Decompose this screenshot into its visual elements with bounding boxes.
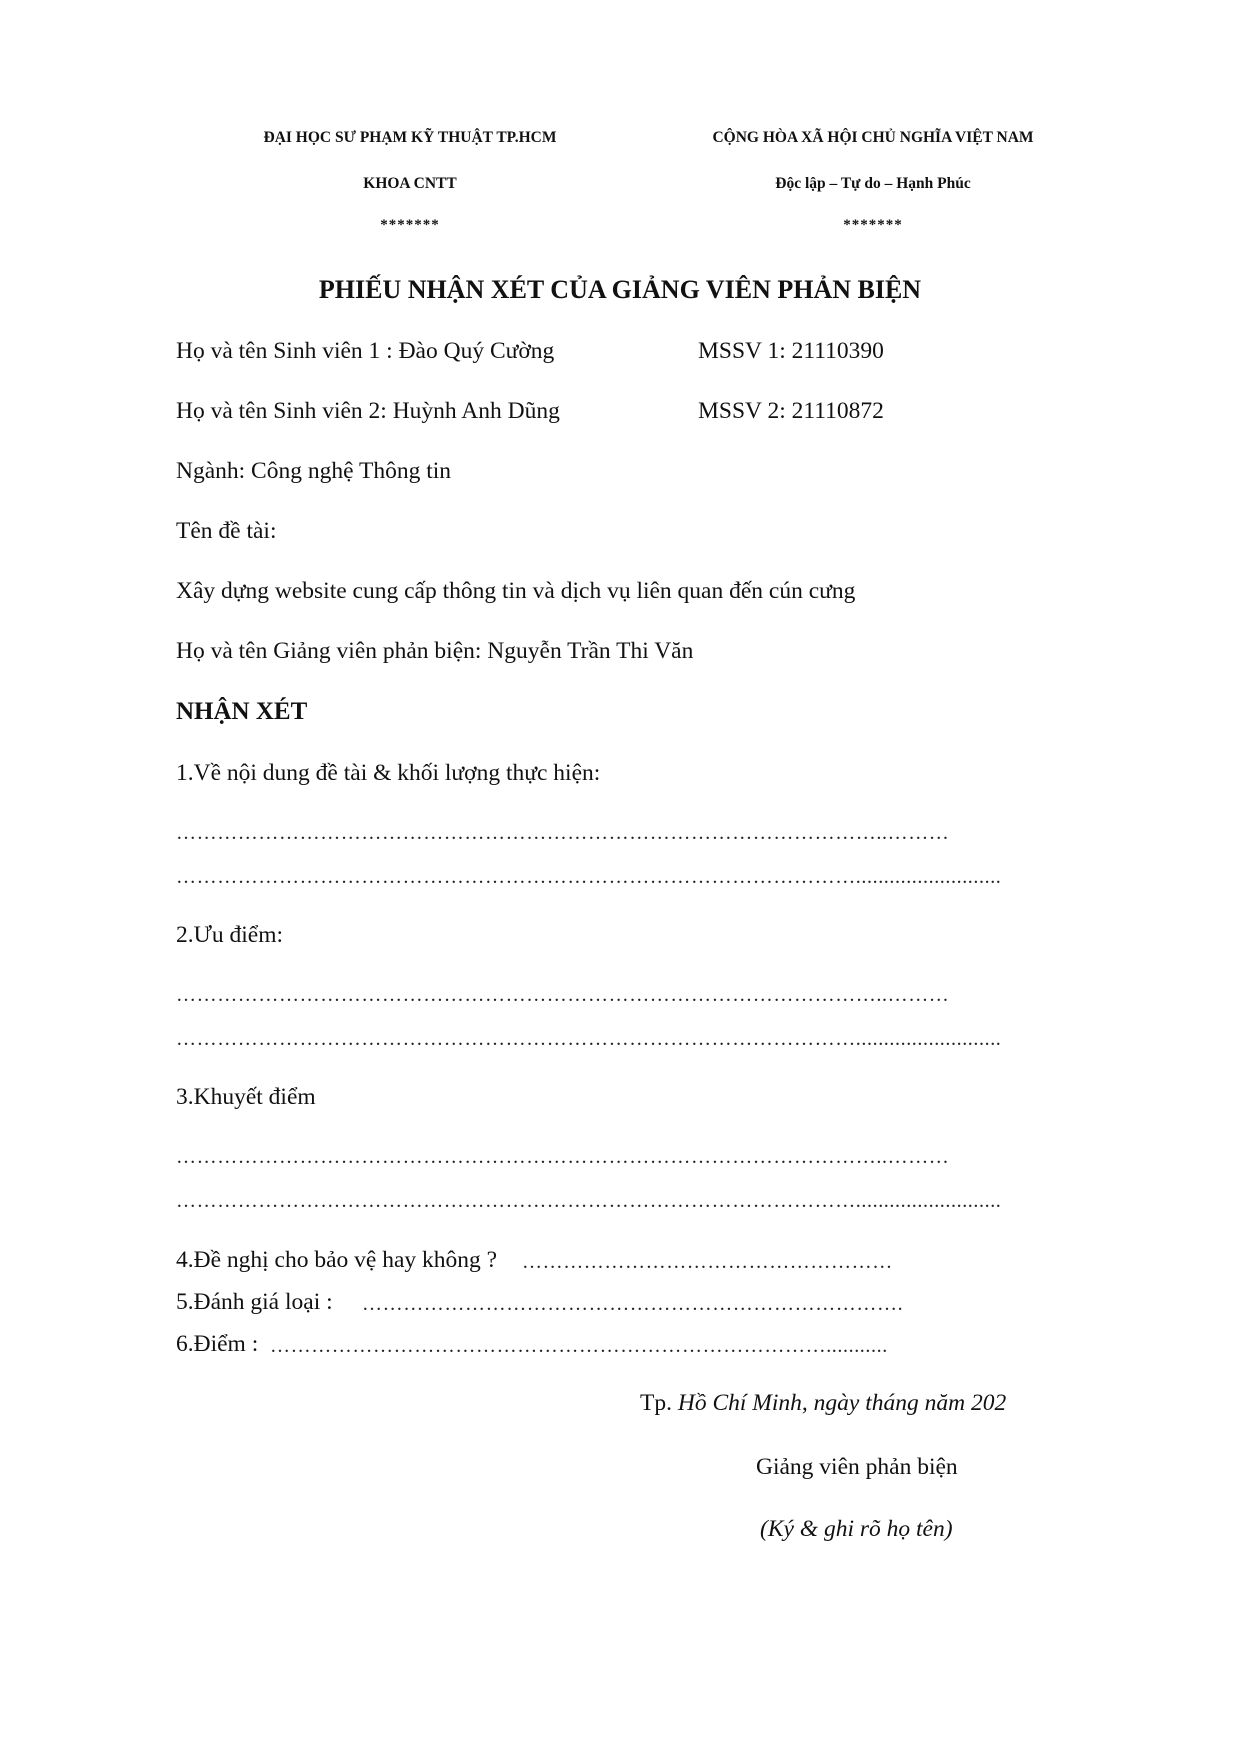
student1-name: Họ và tên Sinh viên 1 : Đào Quý Cường	[176, 338, 555, 364]
grade-label: 5.Đánh giá loại :	[176, 1289, 333, 1315]
signer-role: Giảng viên phản biện	[756, 1454, 958, 1480]
score-dotline: ………………………………………………………………………...........	[270, 1335, 888, 1357]
country-name: CỘNG HÒA XÃ HỘI CHỦ NGHĨA VIỆT NAM	[712, 129, 1034, 146]
content-label: 1.Về nội dung đề tài & khối lượng thực hiện:	[176, 760, 601, 786]
student2-name: Họ và tên Sinh viên 2: Huỳnh Anh Dũng	[176, 398, 560, 424]
cons-dotline-1: …………………………………………………………………………………………..………	[176, 1146, 950, 1168]
student1-id: MSSV 1: 21110390	[698, 338, 884, 364]
date-line	[640, 1390, 1006, 1417]
defense-dotline: ………………………………………………	[522, 1251, 893, 1273]
date-prefix: Tp.	[640, 1390, 678, 1416]
motto: Độc lập – Tự do – Hạnh Phúc	[775, 175, 971, 192]
left-stars-divider: *******	[380, 217, 440, 233]
date-text: Hồ Chí Minh, ngày tháng năm 202	[677, 1390, 1007, 1416]
reviewer-name: Họ và tên Giảng viên phản biện: Nguyễn Trần Thi Văn	[176, 638, 694, 664]
topic-label: Tên đề tài:	[176, 518, 277, 544]
university-name: ĐẠI HỌC SƯ PHẠM KỸ THUẬT TP.HCM	[263, 129, 557, 146]
topic-title: Xây dựng website cung cấp thông tin và dịch vụ liên quan đến cún cưng	[176, 578, 856, 604]
section-heading: NHẬN XÉT	[176, 698, 308, 725]
defense-label: 4.Đề nghị cho bảo vệ hay không ?	[176, 1247, 498, 1273]
right-stars-divider: *******	[843, 217, 903, 233]
cons-label: 3.Khuyết điểm	[176, 1084, 316, 1110]
cons-dotline-2: ………………………………………………………………………………………..........................	[176, 1190, 1002, 1212]
signature-note: (Ký & ghi rõ họ tên)	[760, 1516, 953, 1542]
grade-dotline: …………………………………………………………………….	[362, 1293, 904, 1315]
content-dotline-2: ………………………………………………………………………………………..........................	[176, 866, 1002, 888]
major: Ngành: Công nghệ Thông tin	[176, 458, 452, 484]
faculty-name: KHOA CNTT	[363, 175, 457, 192]
pros-label: 2.Ưu điểm:	[176, 922, 284, 948]
score-label: 6.Điểm :	[176, 1331, 259, 1357]
pros-dotline-1: …………………………………………………………………………………………..………	[176, 984, 950, 1006]
student2-id: MSSV 2: 21110872	[698, 398, 884, 424]
page-title: PHIẾU NHẬN XÉT CỦA GIẢNG VIÊN PHẢN BIỆN	[318, 275, 922, 304]
content-dotline-1: …………………………………………………………………………………………..………	[176, 822, 950, 844]
pros-dotline-2: ………………………………………………………………………………………..........................	[176, 1028, 1002, 1050]
